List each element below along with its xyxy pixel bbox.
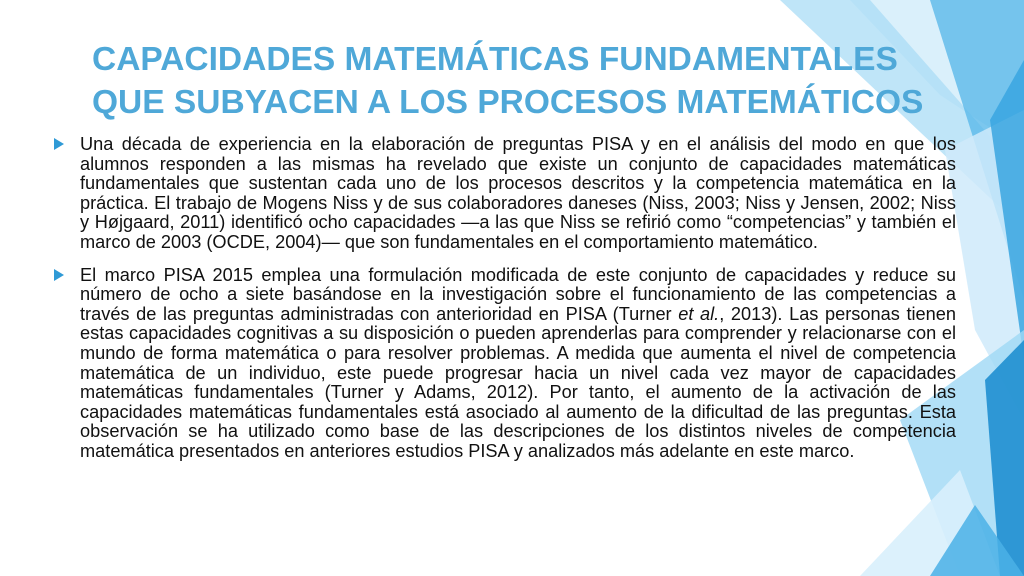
bullet-1-text: Una década de experiencia en la elaboración de preguntas PISA y en el análisis del modo en que los alumnos responden a las mismas ha revelado que existe un conjunto de capacidades matemáticas fundamentales que sustentan cada uno de los procesos descritos y la competencia matemática en la práctica. El trabajo de Mogens Niss y de sus colaboradores daneses (Niss, 2003; Niss y Jensen, 2002; Niss y Højgaard, 2011) identificó ocho capacidades —a las que Niss se refirió como “competencias” y también el marco de 2003 (OCDE, 2004)— que son fundamentales en el comportamiento matemático. <box>80 134 956 252</box>
slide-title <box>92 38 952 124</box>
bullet-item-1 <box>54 135 956 253</box>
slide-title-line-2: QUE SUBYACEN A LOS PROCESOS MATEMÁTICOS <box>92 84 924 121</box>
bullet-arrow-icon <box>54 138 64 150</box>
bullet-2-text-start: El marco PISA 2015 emplea una formulación modificada de este conjunto de capacidades y reduce su número de ocho a siete basándose en la investigación sobre el funcionamiento de las competencias a través de las preguntas administradas con anterioridad en PISA (Turner <box>80 264 956 324</box>
bullet-list <box>54 135 956 462</box>
bullet-item-2 <box>54 266 956 462</box>
bullet-arrow-icon <box>54 269 64 281</box>
bullet-2-text-end: , 2013). Las personas tienen estas capacidades cognitivas a su disposición o pueden aprenderlas para comprender y relacionarse con el mundo de forma matemática o para resolver problemas. A medida que aumenta el nivel de competencia matemática de un individuo, este puede progresar hacia un nivel cada vez mayor de capacidades matemáticas fundamentales (Turner y Adams, 2012). Por tanto, el aumento de la activación de las capacidades matemáticas fundamentales está asociado al aumento de la dificultad de las preguntas. Esta observación se ha utilizado como base de las descripciones de los distintos niveles de competencia matemática presentados en anteriores estudios PISA y analizados más adelante en este marco. <box>80 303 956 461</box>
slide-title-line-1: CAPACIDADES MATEMÁTICAS FUNDAMENTALES <box>92 41 898 78</box>
bullet-2-italic-citation: et al. <box>678 303 720 324</box>
